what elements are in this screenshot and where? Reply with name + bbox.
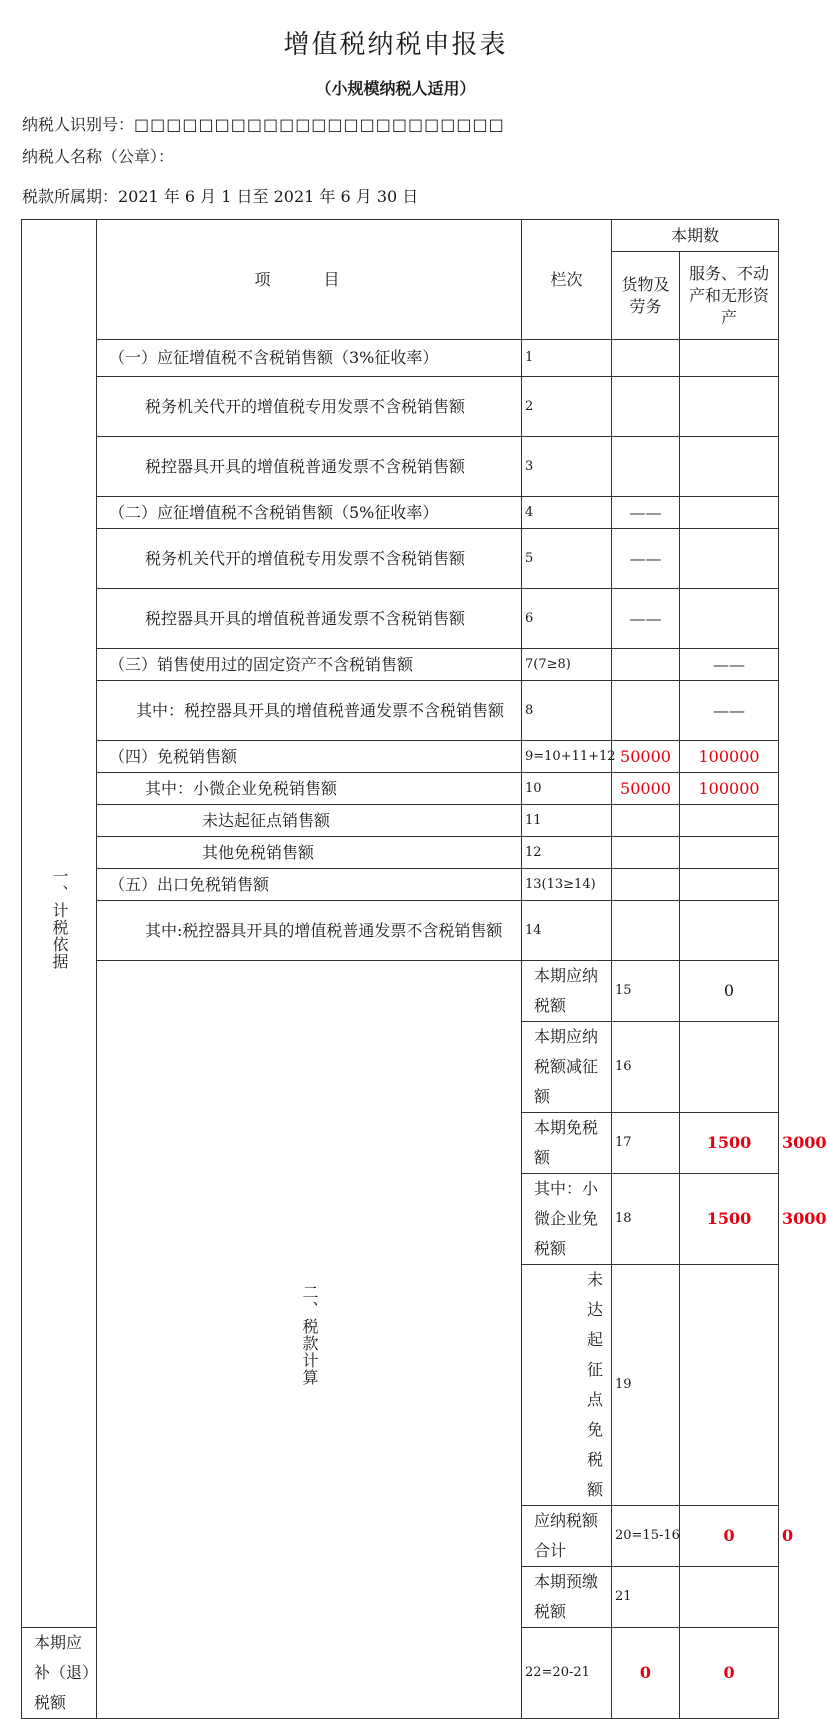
table-row — [22, 681, 779, 741]
taxpayer-id-label: 纳税人识别号： — [22, 115, 135, 134]
row-label: 税务机关代开的增值税专用发票不含税销售额 — [97, 529, 522, 589]
goods-value — [612, 901, 680, 961]
goods-value — [680, 1567, 779, 1628]
row-number: 13(13≥14) — [522, 869, 612, 901]
taxpayer-id-boxes: □□□□□□□□□□□□□□□□□□□□□□□ — [134, 115, 505, 134]
row-label: 其中：小微企业免税额 — [522, 1174, 612, 1265]
row-number: 8 — [522, 681, 612, 741]
section-1-label: 一、计税依据 — [50, 867, 69, 970]
row-label: （三）销售使用过的固定资产不含税销售额 — [97, 649, 522, 681]
row-label: 其中:税控器具开具的增值税普通发票不含税销售额 — [97, 901, 522, 961]
row-label: 其中：小微企业免税销售额 — [97, 773, 522, 805]
goods-value: 50000 — [612, 773, 680, 805]
services-value — [680, 529, 779, 589]
row-number: 18 — [612, 1174, 680, 1265]
goods-value — [680, 1022, 779, 1113]
services-value: 100000 — [680, 741, 779, 773]
row-label: 本期免税额 — [522, 1113, 612, 1174]
header-current-period: 本期数 — [612, 220, 779, 252]
row-number: 5 — [522, 529, 612, 589]
goods-value: —— — [612, 589, 680, 649]
section-2-cell — [97, 961, 522, 1719]
table-row — [22, 589, 779, 649]
table-row — [22, 649, 779, 681]
row-number: 15 — [612, 961, 680, 1022]
row-label: 本期应补（退）税额 — [22, 1628, 97, 1719]
row-number: 4 — [522, 497, 612, 529]
goods-value: 1500 — [680, 1174, 779, 1265]
services-value — [680, 901, 779, 961]
row-number: 20=15-16 — [612, 1506, 680, 1567]
table-row — [22, 437, 779, 497]
services-value — [680, 340, 779, 377]
table-row — [22, 961, 779, 1022]
goods-value — [612, 340, 680, 377]
services-value: 0 — [680, 1628, 779, 1719]
section-1-cell — [22, 220, 97, 1628]
goods-value: 0 — [612, 1628, 680, 1719]
services-value: —— — [680, 681, 779, 741]
row-label: （一）应征增值税不含税销售额（3%征收率） — [97, 340, 522, 377]
header-services: 服务、不动产和无形资产 — [680, 252, 779, 340]
row-label: 未达起征点免税额 — [522, 1265, 612, 1506]
services-value — [680, 589, 779, 649]
row-label: 税控器具开具的增值税普通发票不含税销售额 — [97, 437, 522, 497]
row-number: 9=10+11+12 — [522, 741, 612, 773]
taxpayer-name-label: 纳税人名称（公章）： — [22, 147, 175, 166]
row-label: 本期应纳税额减征额 — [522, 1022, 612, 1113]
services-value: 100000 — [680, 773, 779, 805]
row-label: 税控器具开具的增值税普通发票不含税销售额 — [97, 589, 522, 649]
row-number: 11 — [522, 805, 612, 837]
header-row-number: 栏次 — [522, 220, 612, 340]
taxpayer-id-line — [22, 112, 505, 135]
services-value — [680, 837, 779, 869]
table-row — [22, 377, 779, 437]
row-number: 14 — [522, 901, 612, 961]
row-label: 税务机关代开的增值税专用发票不含税销售额 — [97, 377, 522, 437]
goods-value: 50000 — [612, 741, 680, 773]
table-row — [22, 837, 779, 869]
goods-value — [612, 837, 680, 869]
services-value — [680, 805, 779, 837]
goods-value: 0 — [680, 961, 779, 1022]
table-row — [22, 773, 779, 805]
services-value — [680, 377, 779, 437]
row-label: 本期应纳税额 — [522, 961, 612, 1022]
row-number: 2 — [522, 377, 612, 437]
row-label: 未达起征点销售额 — [97, 805, 522, 837]
table-row — [22, 869, 779, 901]
goods-value: —— — [612, 529, 680, 589]
row-label: （五）出口免税销售额 — [97, 869, 522, 901]
goods-value — [612, 681, 680, 741]
header-row — [22, 220, 779, 252]
row-number: 22=20-21 — [522, 1628, 612, 1719]
row-number: 12 — [522, 837, 612, 869]
table-row — [22, 497, 779, 529]
row-number: 21 — [612, 1567, 680, 1628]
row-label: 本期预缴税额 — [522, 1567, 612, 1628]
header-goods: 货物及劳务 — [612, 252, 680, 340]
section-2-label: 二、税款计算 — [300, 1283, 319, 1386]
header-item: 项 目 — [97, 220, 522, 340]
row-label: 其中：税控器具开具的增值税普通发票不含税销售额 — [97, 681, 522, 741]
goods-value — [612, 869, 680, 901]
tax-period: 税款所属期：2021 年 6 月 1 日至 2021 年 6 月 30 日 — [22, 187, 419, 206]
services-value — [680, 869, 779, 901]
goods-value: 1500 — [680, 1113, 779, 1174]
row-number: 16 — [612, 1022, 680, 1113]
table-row: 本期免税额 17 1500 3000 — [22, 1113, 779, 1174]
goods-value — [612, 649, 680, 681]
table-row — [22, 805, 779, 837]
table-row — [22, 901, 779, 961]
goods-value — [612, 805, 680, 837]
row-number: 1 — [522, 340, 612, 377]
goods-value: 0 — [680, 1506, 779, 1567]
row-number: 6 — [522, 589, 612, 649]
row-label: （二）应征增值税不含税销售额（5%征收率） — [97, 497, 522, 529]
form-title: 增值税纳税申报表 — [283, 30, 508, 60]
table-row — [22, 741, 779, 773]
services-value — [680, 497, 779, 529]
table-row: 其中：小微企业免税额 18 1500 3000 — [22, 1174, 779, 1265]
row-number: 19 — [612, 1265, 680, 1506]
goods-value — [612, 437, 680, 497]
tax-return-table — [21, 219, 827, 1719]
table-row — [22, 340, 779, 377]
services-value — [680, 437, 779, 497]
row-number: 3 — [522, 437, 612, 497]
goods-value — [680, 1265, 779, 1506]
row-label: 应纳税额合计 — [522, 1506, 612, 1567]
services-value: —— — [680, 649, 779, 681]
row-label: （四）免税销售额 — [97, 741, 522, 773]
goods-value: —— — [612, 497, 680, 529]
table-row — [22, 529, 779, 589]
form-subtitle: （小规模纳税人适用） — [315, 79, 476, 98]
row-number: 17 — [612, 1113, 680, 1174]
goods-value — [612, 377, 680, 437]
row-label: 其他免税销售额 — [97, 837, 522, 869]
row-number: 10 — [522, 773, 612, 805]
table-row: 应纳税额合计 20=15-16 0 0 — [22, 1506, 779, 1567]
row-number: 7(7≥8) — [522, 649, 612, 681]
